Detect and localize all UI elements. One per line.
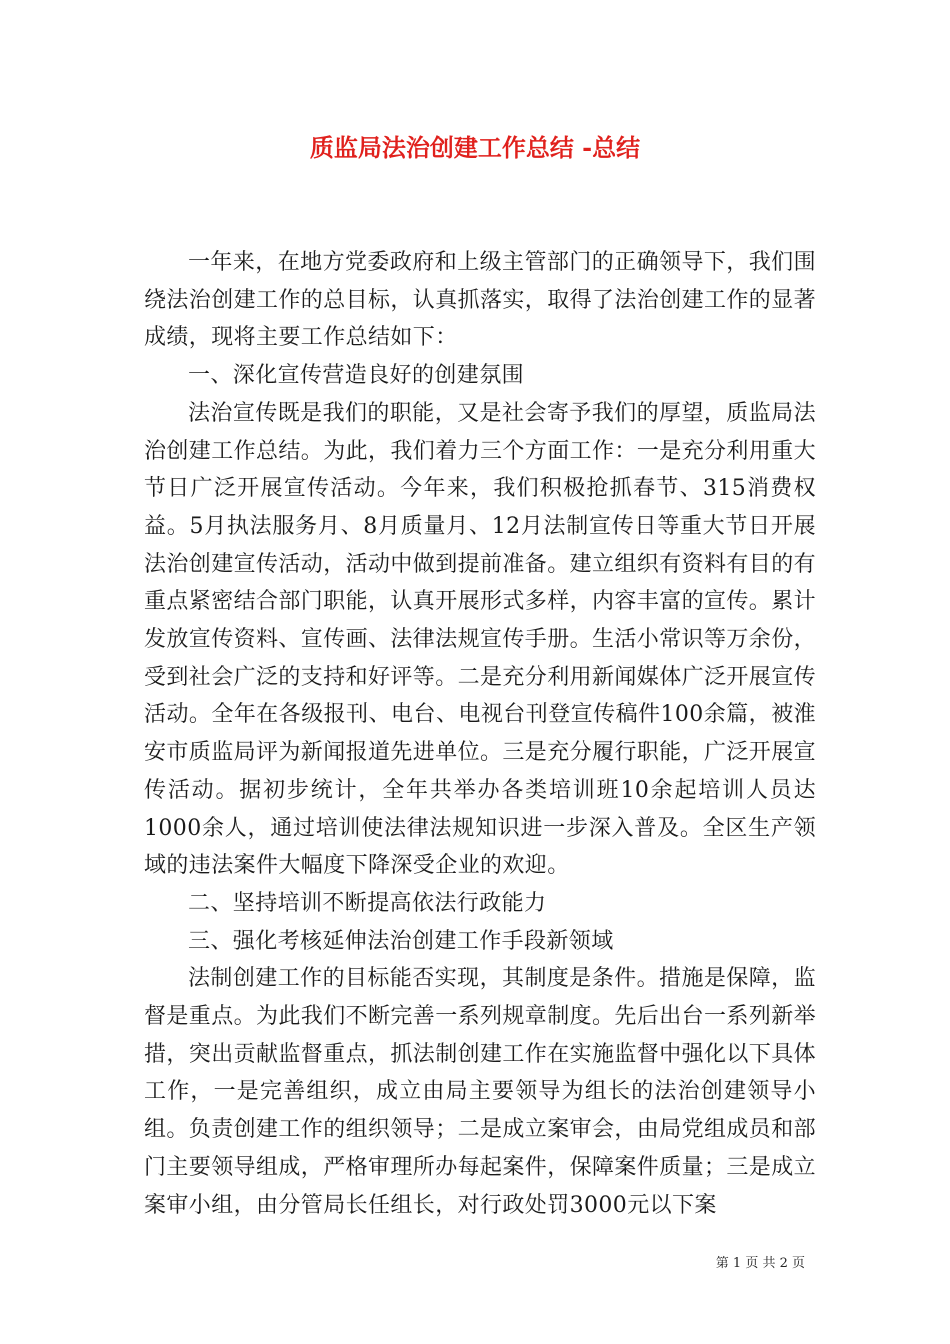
section-heading-3: 三、强化考核延伸法治创建工作手段新领域 [188, 928, 614, 954]
section-heading-1: 一、深化宣传营造良好的创建氛围 [188, 363, 525, 389]
paragraph-supervision: 法制创建工作的目标能否实现，其制度是条件。措施是保障，监督是重点。为此我们不断完善一系列规章制度。先后出台一系列新举措，突出贡献监督重点，抓法制创建工作在实施监督中强化以下具体工作，一是完善组织，成立由局主要领导为组长的法治创建领导小组。负责创建工作的组织领导；二是成立案审会，由局党组成员和部门主要领导组成，严格审理所办每起案件，保障案件质量；三是成立案审小组，由分管局长任组长，对行政处罚3000元以下案 [144, 966, 817, 1218]
document-body [144, 244, 816, 1224]
section-heading-2: 二、坚持培训不断提高依法行政能力 [188, 890, 547, 916]
paragraph-intro: 一年来，在地方党委政府和上级主管部门的正确领导下，我们围绕法治创建工作的总目标，认真抓落实，取得了法治创建工作的显著成绩，现将主要工作总结如下： [144, 250, 817, 351]
document-title: 质监局法治创建工作总结 -总结 [309, 133, 641, 162]
paragraph-publicity: 法治宣传既是我们的职能，又是社会寄予我们的厚望，质监局法治创建工作总结。为此，我们着力三个方面工作：一是充分利用重大节日广泛开展宣传活动。今年来，我们积极抢抓春节、315消费权益。5月执法服务月、8月质量月、12月法制宣传日等重大节日开展法治创建宣传活动，活动中做到提前准备。建立组织有资料有目的有重点紧密结合部门职能，认真开展形式多样，内容丰富的宣传。累计发放宣传资料、宣传画、法律法规宣传手册。生活小常识等万余份，受到社会广泛的支持和好评等。二是充分利用新闻媒体广泛开展宣传活动。全年在各级报刊、电台、电视台刊登宣传稿件100余篇，被淮安市质监局评为新闻报道先进单位。三是充分履行职能，广泛开展宣传活动。据初步统计，全年共举办各类培训班10余起培训人员达1000余人，通过培训使法律法规知识进一步深入普及。全区生产领域的违法案件大幅度下降深受企业的欢迎。 [144, 400, 817, 879]
page-number-footer: 第 1 页 共 2 页 [715, 1256, 805, 1271]
